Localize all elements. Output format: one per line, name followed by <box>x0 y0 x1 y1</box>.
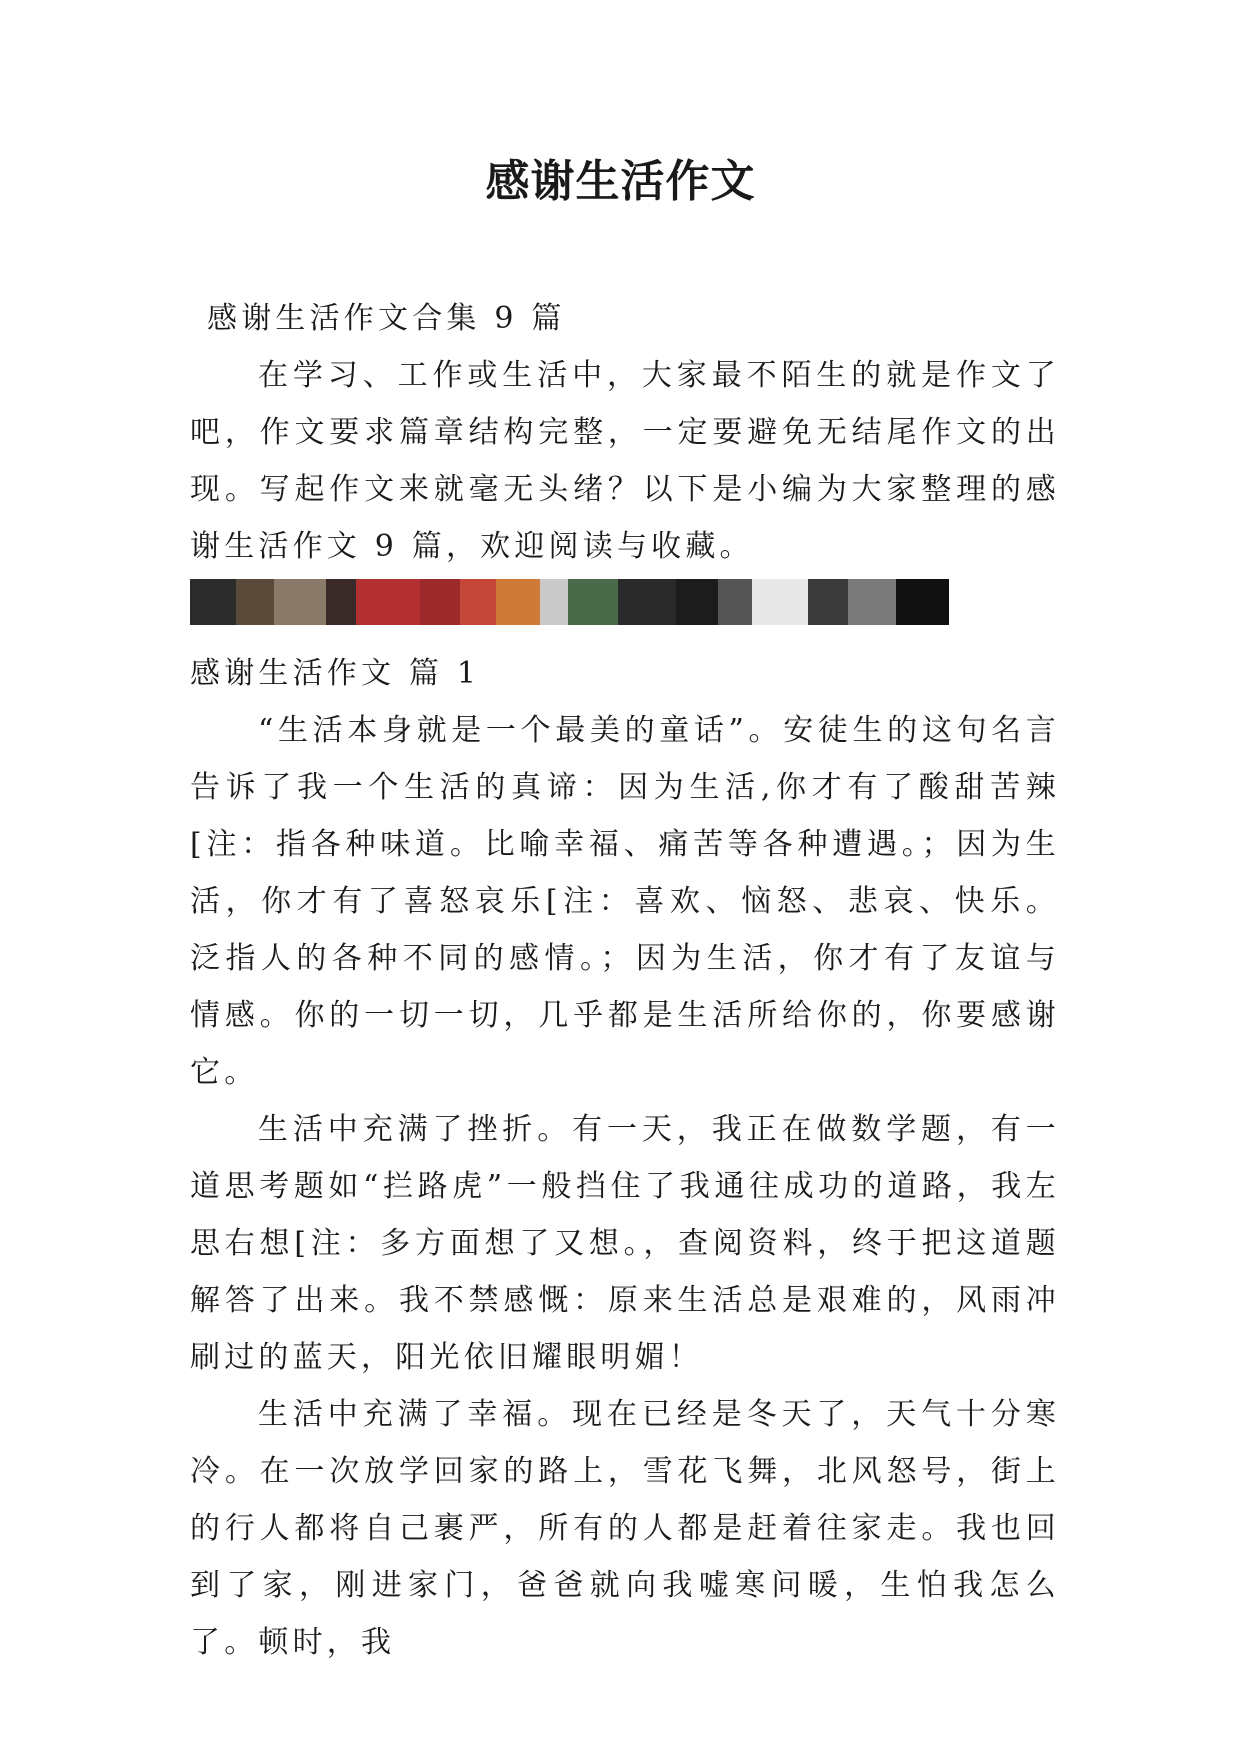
banner-stripe <box>848 579 896 625</box>
banner-stripe <box>190 579 236 625</box>
banner-stripe <box>618 579 676 625</box>
banner-stripe <box>326 579 356 625</box>
banner-stripe <box>568 579 618 625</box>
intro-paragraph: 在学习、工作或生活中，大家最不陌生的就是作文了吧，作文要求篇章结构完整，一定要避免无结尾作文的出现。写起作文来就毫无头绪？以下是小编为大家整理的感谢生活作文 9 篇，欢迎阅读与收藏。 <box>190 358 1060 564</box>
body-paragraph: 生活中充满了挫折。有一天，我正在做数学题，有一道思考题如“拦路虎”一般挡住了我通往成功的道路，我左思右想[注：多方面想了又想。，查阅资料，终于把这道题解答了出来。我不禁感慨：原来生活总是艰难的，风雨冲刷过的蓝天，阳光依旧耀眼明媚！ <box>190 1112 1060 1375</box>
banner-image <box>190 579 949 625</box>
body-paragraph: 生活中充满了幸福。现在已经是冬天了，天气十分寒冷。在一次放学回家的路上，雪花飞舞，北风怒号，街上的行人都将自己裹严，所有的人都是赶着往家走。我也回到了家，刚进家门，爸爸就向我嘘寒问暖，生怕我怎么了。顿时，我 <box>190 1397 1060 1660</box>
banner-stripe <box>540 579 568 625</box>
banner-stripe <box>808 579 848 625</box>
banner-stripe <box>420 579 460 625</box>
banner-stripe <box>356 579 420 625</box>
banner-stripe <box>496 579 540 625</box>
document-body <box>190 290 1060 1671</box>
document-title: 感谢生活作文 <box>485 156 756 207</box>
banner-stripe <box>896 579 949 625</box>
banner-stripe <box>676 579 718 625</box>
section-heading: 感谢生活作文 篇 1 <box>190 656 481 691</box>
banner-stripe <box>236 579 274 625</box>
banner-stripe <box>460 579 496 625</box>
banner-stripe <box>718 579 752 625</box>
body-paragraph: “生活本身就是一个最美的童话”。安徒生的这句名言告诉了我一个生活的真谛：因为生活,你才有了酸甜苦辣[注：指各种味道。比喻幸福、痛苦等各种遭遇。；因为生活，你才有了喜怒哀乐[注：喜欢、恼怒、悲哀、快乐。泛指人的各种不同的感情。；因为生活，你才有了友谊与情感。你的一切一切，几乎都是生活所给你的，你要感谢它。 <box>190 713 1060 1090</box>
document-subtitle: 感谢生活作文合集 9 篇 <box>207 301 566 336</box>
banner-stripe <box>274 579 326 625</box>
banner-stripe <box>752 579 808 625</box>
